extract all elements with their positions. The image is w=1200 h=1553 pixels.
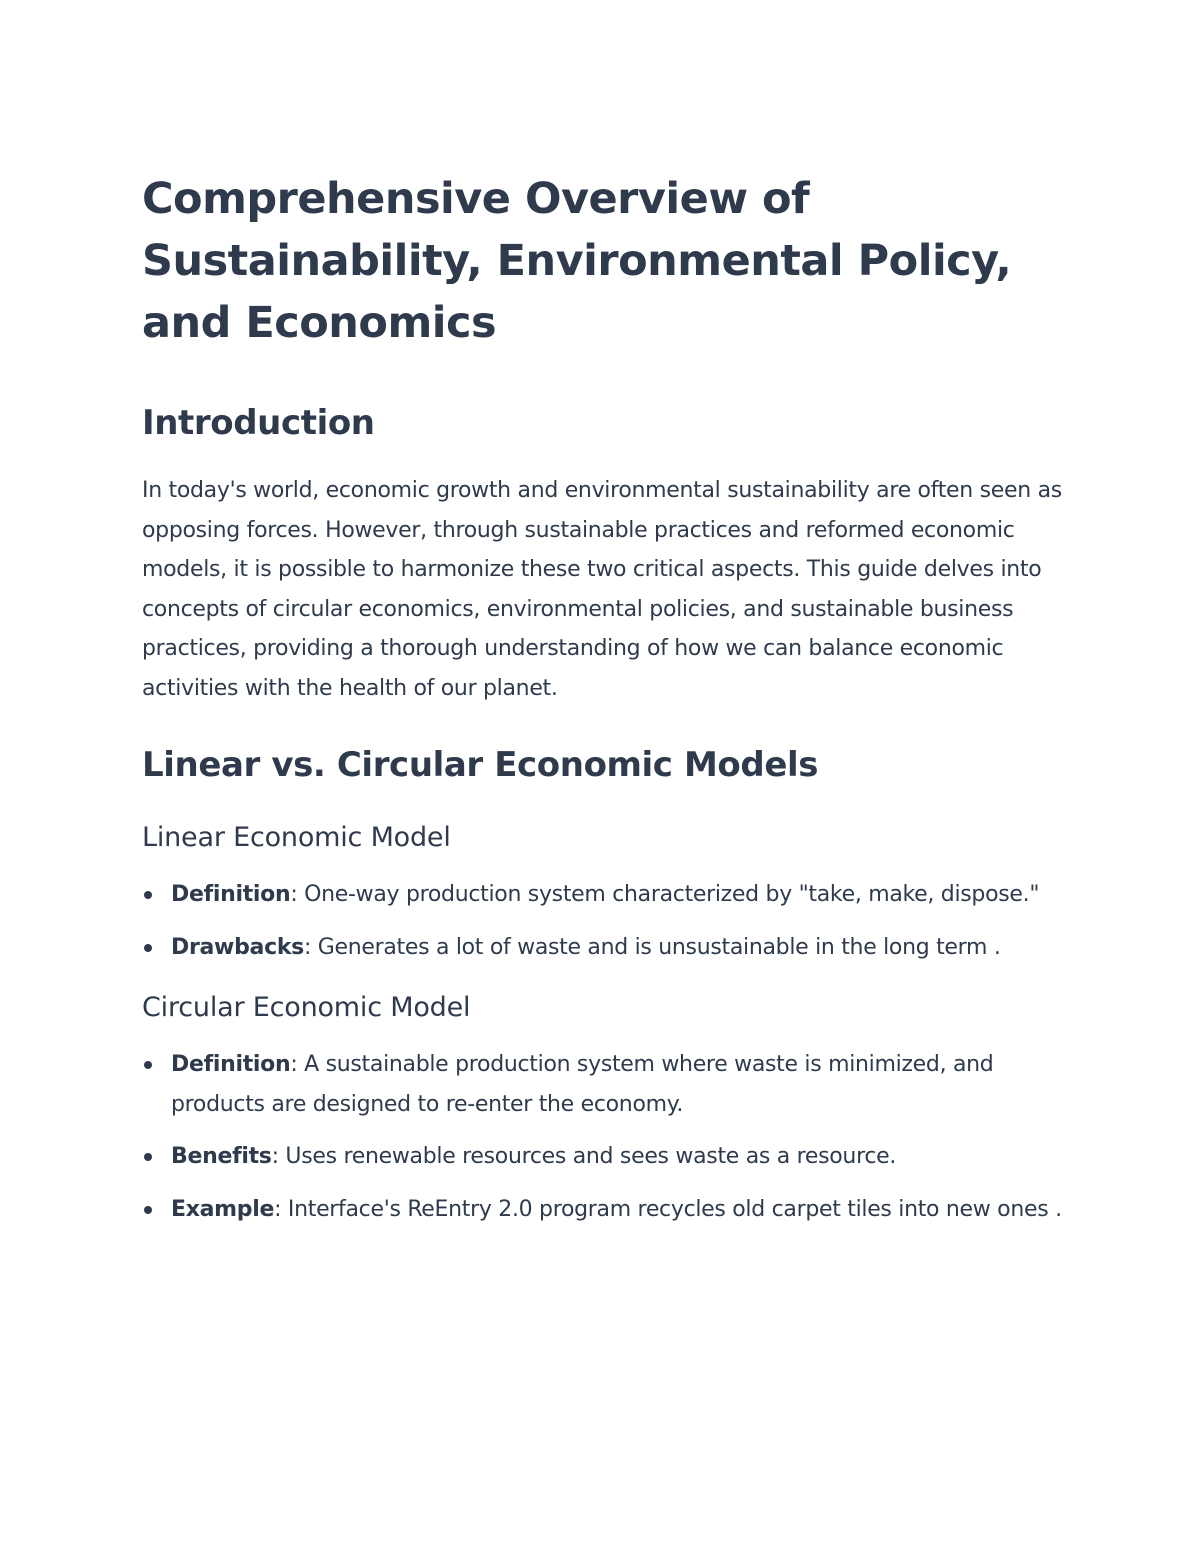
term-label: Example [171, 1196, 275, 1222]
term-label: Drawbacks [171, 934, 304, 960]
list-item-linear-definition [142, 875, 1072, 915]
circular-model-heading: Circular Economic Model [142, 992, 471, 1023]
models-section-heading: Linear vs. Circular Economic Models [142, 745, 819, 785]
introduction-heading: Introduction [142, 403, 375, 443]
term-description: : Generates a lot of waste and is unsustainable in the long term . [303, 934, 1001, 960]
term-description: : A sustainable production system where waste is minimized, and products are designed to re-enter the economy. [171, 1052, 994, 1117]
circular-model-list [142, 1045, 1072, 1229]
term-label: Definition [171, 1052, 291, 1077]
term-label: Definition [171, 882, 291, 907]
document-title: Comprehensive Overview of Sustainability, Environmental Policy, and Economics [142, 174, 1012, 348]
linear-model-list [142, 875, 1072, 967]
list-item-circular-benefits [142, 1137, 1072, 1177]
term-description: : One-way production system characterized by "take, make, dispose." [290, 882, 1040, 907]
list-item-linear-drawbacks [142, 928, 1072, 968]
list-item-circular-definition [142, 1045, 1072, 1124]
document-page [142, 168, 1072, 1242]
introduction-paragraph: In today's world, economic growth and environmental sustainability are often seen as opposing forces. However, through sustainable practices and reformed economic models, it is possible to harmonize these two critical aspects. This guide delves into concepts of circular economics, environmental policies, and sustainable business practices, providing a thorough understanding of how we can balance economic activities with the health of our planet. [142, 478, 1062, 701]
term-description: : Interface's ReEntry 2.0 program recycles old carpet tiles into new ones . [274, 1196, 1062, 1222]
linear-model-heading: Linear Economic Model [142, 822, 451, 853]
term-label: Benefits [171, 1144, 272, 1169]
term-description: : Uses renewable resources and sees waste as a resource. [271, 1144, 897, 1169]
list-item-circular-example [142, 1190, 1072, 1230]
